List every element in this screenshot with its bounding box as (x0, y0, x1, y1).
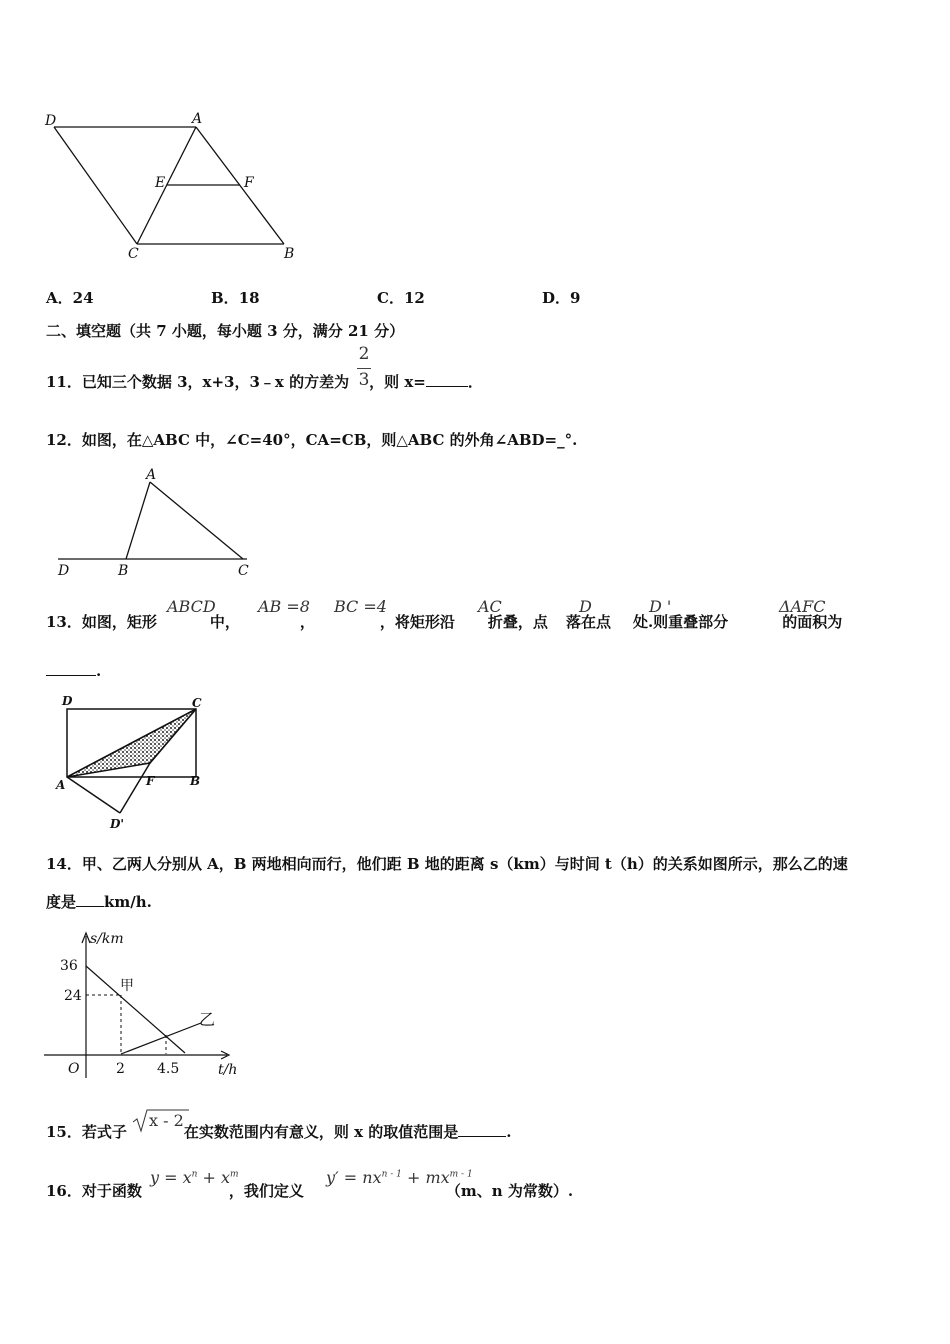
question-13-answer-line: . (46, 662, 101, 680)
fraction-bar (357, 368, 371, 369)
math-ac: AC (478, 597, 502, 616)
triangle-figure (50, 466, 265, 581)
label-dprime: D' (110, 817, 125, 831)
question-14-line2: 度是 km/h. (46, 893, 152, 911)
derivative-definition: $y' = nx^{n - 1} + mx^{m - 1}$ (326, 1168, 473, 1187)
option-c: C．12 (377, 289, 425, 307)
question-16: 16．对于函数 ，我们定义 （m、n 为常数）. (46, 1182, 574, 1200)
rectangle-fold-figure (50, 695, 220, 835)
fraction-denominator: 3 (358, 370, 370, 390)
section-title: 二、填空题（共 7 小题，每小题 3 分，满分 21 分） (46, 322, 405, 340)
question-13: 13．如图，矩形 中， ， ，将矩形沿 折叠，点 落在点 处.则重叠部分 的面积为 (46, 613, 843, 631)
label-b: B (118, 563, 129, 579)
label-a: A (56, 778, 66, 792)
math-d: D (579, 597, 592, 616)
label-b: B (284, 246, 295, 262)
sqrt-sign (131, 1106, 189, 1134)
question-12: 12．如图，在△ABC 中，∠C=40°，CA=CB，则△ABC 的外角∠ABD=_°. (46, 431, 578, 449)
label-c: C (128, 246, 139, 262)
question-11: 11．已知三个数据 3，x+3，3﹣x 的方差为 ，则 x= ． (46, 373, 483, 391)
line-label-jia: 甲 (120, 978, 134, 994)
label-c: C (192, 696, 202, 710)
math-afc: ΔAFC (779, 597, 826, 616)
label-d: D (45, 113, 57, 129)
distance-time-graph (44, 926, 244, 1084)
label-a: A (146, 467, 157, 483)
math-dprime: D ' (649, 597, 672, 616)
origin-label: O (68, 1061, 80, 1077)
label-c: C (238, 563, 249, 579)
tick-2: 2 (116, 1061, 125, 1077)
x-axis-label: t/h (218, 1062, 238, 1078)
math-bc: BC =4 (334, 597, 387, 616)
label-f: F (146, 774, 155, 788)
fraction-numerator: 2 (358, 344, 370, 364)
label-d: D (58, 563, 70, 579)
label-d: D (62, 695, 73, 708)
label-a: A (192, 111, 203, 127)
sqrt-content: x - 2 (149, 1111, 184, 1130)
label-b: B (190, 774, 201, 788)
option-d: D．9 (542, 289, 581, 307)
math-ab: AB =8 (258, 597, 310, 616)
tick-24: 24 (64, 988, 82, 1004)
y-axis-label: s/km (90, 931, 124, 947)
label-e: E (155, 175, 166, 191)
math-abcd: ABCD (167, 597, 216, 616)
parallelogram-figure (40, 108, 310, 268)
line-label-yi: 乙 (199, 1010, 216, 1029)
label-f: F (244, 175, 254, 191)
function-definition: $y = x^n + x^m$ (150, 1168, 239, 1187)
question-14-line1: 14．甲、乙两人分别从 A，B 两地相向而行，他们距 B 地的距离 s（km）与时间 t（h）的关系如图所示，那么乙的速 (46, 855, 848, 873)
option-a: A．24 (46, 289, 94, 307)
option-b: B．18 (211, 289, 260, 307)
question-15: 15．若式子 在实数范围内有意义，则 x 的取值范围是 . (46, 1123, 512, 1141)
tick-36: 36 (60, 958, 78, 974)
tick-4-5: 4.5 (157, 1061, 180, 1077)
